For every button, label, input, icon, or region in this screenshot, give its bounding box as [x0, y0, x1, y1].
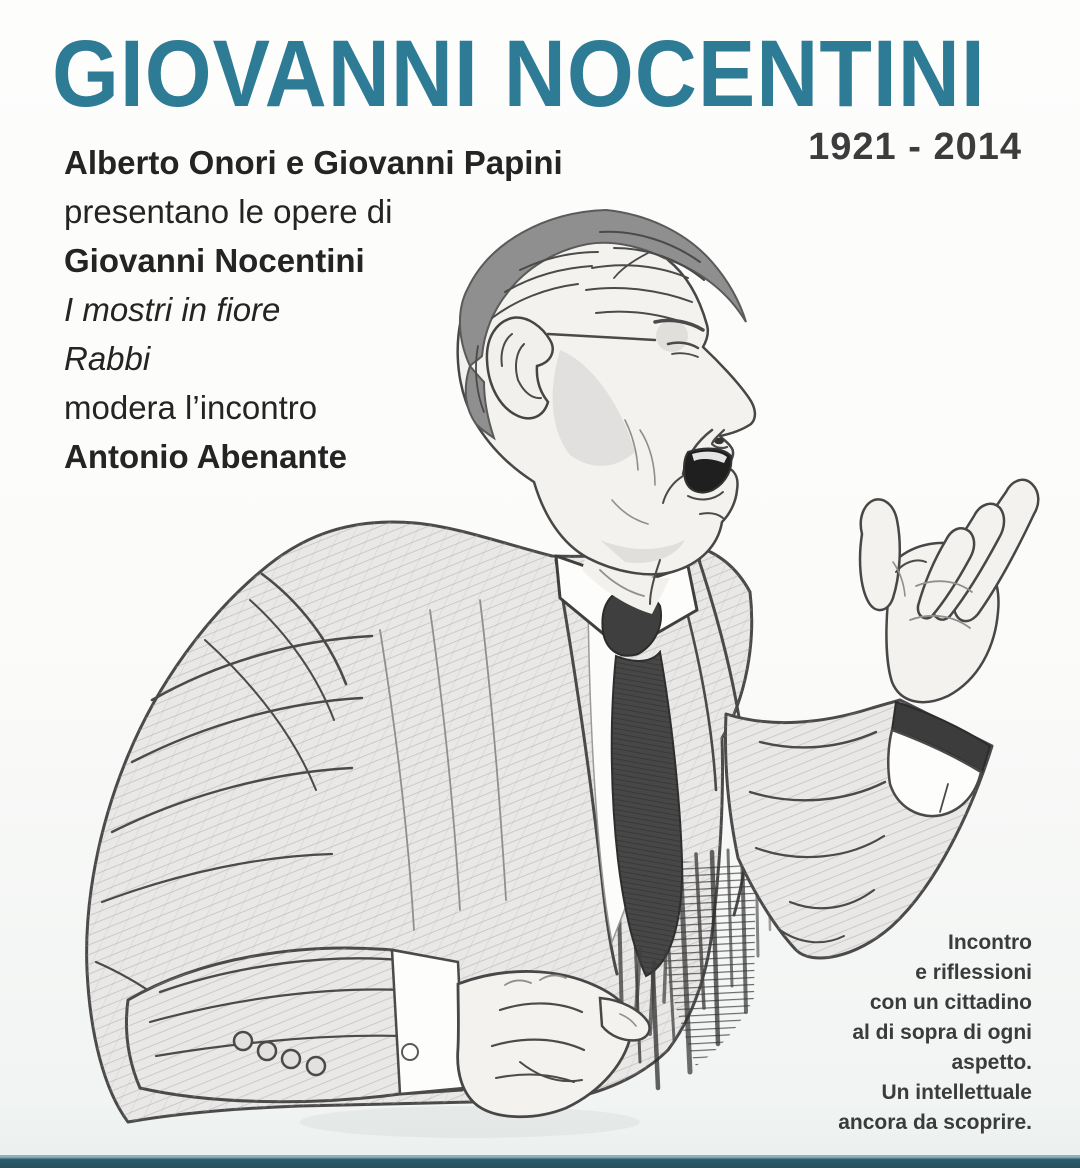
- tagline-line: Un intellettuale: [881, 1081, 1032, 1104]
- presenters-names: Alberto Onori e Giovanni Papini: [64, 144, 563, 181]
- poster-title: GIOVANNI NOCENTINI: [52, 21, 986, 127]
- tagline-line: aspetto.: [951, 1051, 1032, 1074]
- tagline-line: con un cittadino: [869, 991, 1032, 1014]
- footer-bar: [0, 1155, 1080, 1168]
- moderator-name: Antonio Abenante: [64, 438, 347, 475]
- raised-hand-sketch: [726, 480, 1039, 958]
- tagline-line: al di sopra di ogni: [852, 1021, 1032, 1044]
- author-name: Giovanni Nocentini: [64, 242, 365, 279]
- moderator-intro: modera l’incontro: [64, 389, 318, 426]
- tagline-line: e riflessioni: [915, 961, 1032, 984]
- work-title-2: Rabbi: [64, 340, 151, 377]
- tagline-block: [838, 928, 1032, 1138]
- tagline-line: ancora da scoprire.: [838, 1111, 1032, 1134]
- life-years: 1921 - 2014: [808, 126, 1022, 168]
- presenters-action: presentano le opere di: [64, 193, 393, 230]
- tagline-line: Incontro: [948, 931, 1032, 954]
- work-title-1: I mostri in fiore: [64, 291, 281, 328]
- ground-shadow: [300, 1106, 640, 1138]
